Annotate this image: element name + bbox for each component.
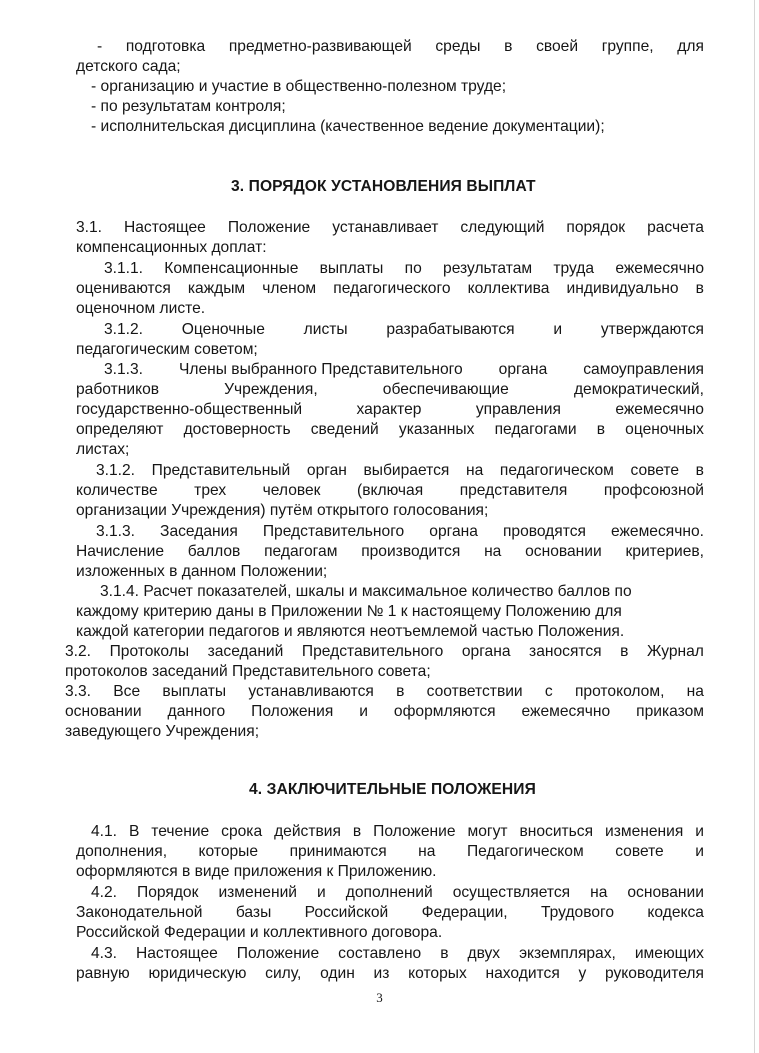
intro-list-item-3: - по результатам контроля; (91, 98, 286, 115)
paragraph-3-1-line-2: компенсационных доплат: (76, 239, 267, 256)
paragraph-4-1-line-2 (76, 842, 704, 862)
word: индивидуально (566, 280, 679, 297)
word: представителя (459, 482, 568, 499)
word: демократический, (573, 381, 704, 398)
word: оформляются (393, 703, 496, 720)
word: в (620, 643, 629, 660)
word: педагогами (494, 421, 577, 438)
word: базы (235, 904, 272, 921)
paragraph-4-2-line-2 (76, 903, 704, 923)
paragraph-3-1-2-line-2: педагогическим советом; (76, 341, 258, 358)
intro-list-item-1-cont: детского сада; (76, 58, 181, 75)
word: дополнений (345, 884, 433, 901)
word: 3.1.2. (104, 321, 144, 338)
word: имеющих (634, 945, 704, 962)
paragraph-3-1-3-line-2 (76, 380, 704, 400)
word: Российской (304, 904, 389, 921)
word: утверждаются (600, 321, 704, 338)
word: на (465, 462, 484, 479)
word: Положение (227, 219, 311, 236)
word: сведений (310, 421, 379, 438)
paragraph-3-3-line-3: заведующего Учреждения; (65, 723, 260, 740)
word: протоколом, (574, 683, 665, 700)
word: В (128, 823, 140, 840)
word: Положения (251, 703, 334, 720)
word: по (404, 260, 422, 277)
word: течение (151, 823, 210, 840)
paragraph-4-2-line-1 (91, 883, 704, 903)
word: 3.2. (65, 643, 92, 660)
word: и (695, 843, 704, 860)
word: 3.1.3. (104, 361, 144, 378)
word: человек (262, 482, 321, 499)
section-4-heading: 4. ЗАКЛЮЧИТЕЛЬНЫЕ ПОЛОЖЕНИЯ (249, 781, 536, 798)
paragraph-3-1-4-line-3: каждой категории педагогов и являются неотъемлемой частью Положения. (76, 623, 625, 640)
word: в (504, 38, 513, 55)
word: среды (435, 38, 481, 55)
paragraph-3-1-4-line-2: каждому критерию даны в Приложении № 1 к настоящему Положению для (76, 603, 622, 620)
word: срока (221, 823, 263, 840)
word: 4.1. (91, 823, 118, 840)
word: подготовка (125, 38, 206, 55)
word: своей (536, 38, 579, 55)
word: и (553, 321, 563, 338)
word: один (320, 965, 355, 982)
word: педагогам (264, 543, 338, 560)
word: выплаты (162, 683, 227, 700)
paragraph-3-1-line-1 (76, 218, 704, 238)
word: 4.3. (91, 945, 118, 962)
paragraph-3-1-3b-line-2 (76, 542, 704, 562)
word: предметно-развивающей (228, 38, 412, 55)
word: совете (630, 462, 680, 479)
word: которых (408, 965, 467, 982)
word: юридическую (148, 965, 247, 982)
word: членом (262, 280, 317, 297)
word: в (396, 683, 405, 700)
paragraph-3-1-3b-line-3: изложенных в данном Положении; (76, 563, 328, 580)
word: принимаются (289, 843, 387, 860)
word: из (373, 965, 390, 982)
word: группе, (601, 38, 654, 55)
intro-list-item-1 (97, 37, 704, 57)
word: органа (498, 361, 548, 378)
word: Представительный (151, 462, 291, 479)
word: на (686, 683, 704, 700)
word: Порядок (137, 884, 199, 901)
paragraph-3-1-3b-line-1 (96, 522, 704, 542)
word: дополнения, (76, 843, 168, 860)
word: указанных (398, 421, 475, 438)
word: вноситься (519, 823, 594, 840)
paragraph-3-1-2-line-1 (104, 320, 704, 340)
paragraph-3-1-1-line-3: оценочном листе. (76, 300, 206, 317)
word: совете (615, 843, 664, 860)
word: результатам (443, 260, 533, 277)
word: расчета (647, 219, 704, 236)
word: управления (475, 401, 561, 418)
word: ежемесячно (521, 703, 611, 720)
word: следующий (460, 219, 545, 236)
paragraph-3-1-3-line-5: листах; (76, 441, 130, 458)
word: устанавливаются (248, 683, 374, 700)
word: трех (194, 482, 227, 499)
word: каждым (187, 280, 246, 297)
word: выбирается (363, 462, 450, 479)
word: выплаты (319, 260, 384, 277)
word: могут (467, 823, 508, 840)
word: кодекса (647, 904, 704, 921)
word: Все (113, 683, 141, 700)
word: Заседания (160, 523, 238, 540)
paragraph-3-1-1-line-2 (76, 279, 704, 299)
word: педагогического (333, 280, 451, 297)
word: труда (553, 260, 595, 277)
word: находится (485, 965, 560, 982)
word: характер (356, 401, 422, 418)
paragraph-3-1-3-line-3 (76, 400, 704, 420)
word: в (695, 462, 704, 479)
intro-list-item-2: - организацию и участие в общественно-полезном труде; (91, 78, 507, 95)
word: в (695, 280, 704, 297)
paragraph-3-1-3-line-4 (76, 420, 704, 440)
word: Трудового (541, 904, 615, 921)
word: Законодательной (76, 904, 203, 921)
paragraph-3-3-line-1 (65, 682, 704, 702)
word: оцениваются (76, 280, 171, 297)
paragraph-3-1-1-line-1 (104, 259, 704, 279)
paragraph-3-2-line-2: протоколов заседаний Представительного совета; (65, 663, 431, 680)
word: Положение (373, 823, 456, 840)
paragraph-4-1-line-3: оформляются в виде приложения к Приложению. (76, 863, 437, 880)
word: руководителя (605, 965, 704, 982)
word: у (578, 965, 587, 982)
word: педагогическом (499, 462, 614, 479)
word: равную (76, 965, 130, 982)
word: действия (274, 823, 341, 840)
word: Представительного (262, 523, 405, 540)
paragraph-4-1-line-1 (91, 822, 704, 842)
word: на (484, 543, 502, 560)
word: которые (198, 843, 259, 860)
word: и (359, 703, 368, 720)
word: Положение (236, 945, 320, 962)
word: изменений (218, 884, 298, 901)
word: экземплярах, (519, 945, 616, 962)
word: коллектива (467, 280, 550, 297)
word: 3.1. (76, 219, 103, 236)
word: Журнал (647, 643, 704, 660)
paragraph-4-2-line-3: Российской Федерации и коллективного договора. (76, 924, 443, 941)
word: 3.1.3. (96, 523, 136, 540)
word: основании (627, 884, 704, 901)
paragraph-3-1-4-line-1: 3.1.4. Расчет показателей, шкалы и максимальное количество баллов по (100, 583, 632, 600)
word: приказом (636, 703, 704, 720)
word: данного (167, 703, 226, 720)
paragraph-3-1-3-line-1 (104, 360, 704, 380)
word: (включая (357, 482, 424, 499)
word: с (544, 683, 553, 700)
word: разрабатываются (386, 321, 515, 338)
word: государственно-общественный (76, 401, 303, 418)
paragraph-3-3-line-2 (65, 702, 704, 722)
paragraph-4-3-line-2 (76, 964, 704, 984)
word: соответствии (426, 683, 523, 700)
word: в (352, 823, 362, 840)
paragraph-3-1-2b-line-3: организации Учреждения) путём открытого голосования; (76, 502, 489, 519)
word: Представительного (301, 643, 444, 660)
paragraph-3-1-2b-line-1 (96, 461, 704, 481)
word: органа (429, 523, 478, 540)
word: достоверность (183, 421, 291, 438)
page-number: 3 (376, 990, 383, 1005)
word: производится (361, 543, 461, 560)
word: листы (303, 321, 348, 338)
word: Федерации, (421, 904, 508, 921)
word: заседаний (207, 643, 284, 660)
word: обеспечивающие (382, 381, 509, 398)
word: количестве (76, 482, 158, 499)
word: для (677, 38, 704, 55)
word: и (695, 823, 704, 840)
intro-list-item-4: - исполнительская дисциплина (качественное ведение документации); (91, 118, 605, 135)
word: 3.1.2. (96, 462, 136, 479)
paragraph-4-3-line-1 (91, 944, 704, 964)
word: критериев, (625, 543, 704, 560)
word: силу, (265, 965, 302, 982)
word: осуществляется (452, 884, 571, 901)
word: в (440, 945, 449, 962)
word: Педагогическом (466, 843, 584, 860)
word: работников (76, 381, 160, 398)
word: в (596, 421, 606, 438)
word: определяют (76, 421, 164, 438)
word: Начисление (76, 543, 164, 560)
word: двух (467, 945, 501, 962)
word: баллов (187, 543, 241, 560)
word: 3.1.1. (104, 260, 144, 277)
word: 3.3. (65, 683, 92, 700)
word: Оценочные (181, 321, 265, 338)
word: Учреждения, (224, 381, 318, 398)
paragraph-3-1-2b-line-2 (76, 481, 704, 501)
word: профсоюзной (603, 482, 704, 499)
scan-edge-line (754, 0, 755, 1053)
word: ежемесячно (615, 260, 704, 277)
word: заносятся (529, 643, 602, 660)
word: порядок (566, 219, 626, 236)
word: самоуправления (583, 361, 704, 378)
word: органа (461, 643, 511, 660)
word: изменения (604, 823, 684, 840)
word: проводятся (502, 523, 586, 540)
word: ежемесячно (615, 401, 704, 418)
word: 4.2. (91, 884, 118, 901)
word: составлено (338, 945, 422, 962)
word: Протоколы (109, 643, 190, 660)
word: основании (525, 543, 602, 560)
word: оценочных (625, 421, 704, 438)
word: Компенсационные (164, 260, 299, 277)
section-3-heading: 3. ПОРЯДОК УСТАНОВЛЕНИЯ ВЫПЛАТ (231, 178, 536, 195)
word: на (590, 884, 608, 901)
word: на (418, 843, 436, 860)
word: Настоящее (135, 945, 218, 962)
word: Члены выбранного Представительного (178, 361, 463, 378)
word: и (317, 884, 326, 901)
word: ежемесячно. (610, 523, 704, 540)
word: устанавливает (332, 219, 439, 236)
word: основании (65, 703, 142, 720)
paragraph-3-2-line-1 (65, 642, 704, 662)
word: - (97, 38, 103, 55)
word: орган (306, 462, 347, 479)
word: Настоящее (124, 219, 206, 236)
